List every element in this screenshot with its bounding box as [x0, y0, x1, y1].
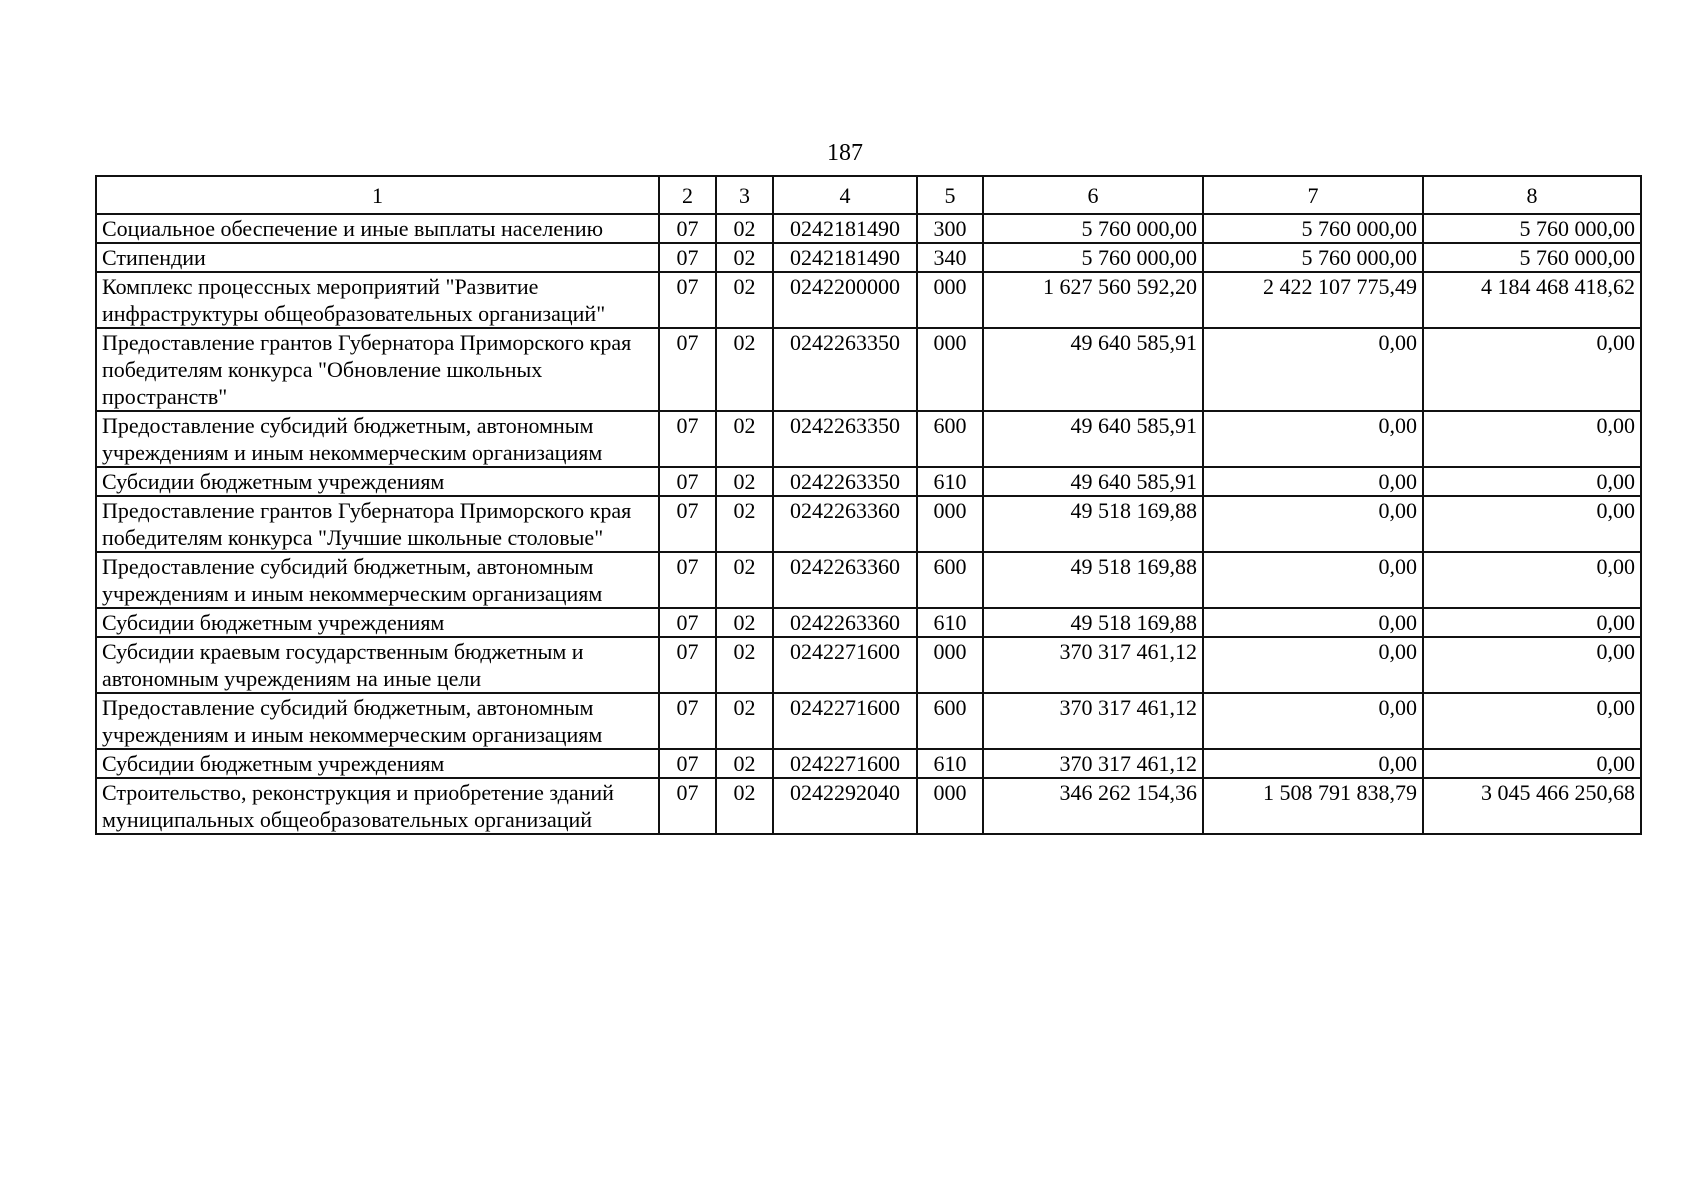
amount-column-6: 49 640 585,91 [983, 328, 1203, 411]
budget-table [95, 175, 1642, 835]
section-code: 07 [659, 778, 716, 834]
target-article-code: 0242271600 [773, 693, 917, 749]
section-code: 07 [659, 608, 716, 637]
amount-column-8: 0,00 [1423, 496, 1641, 552]
item-name: Субсидии бюджетным учреждениям [96, 749, 659, 778]
amount-column-8: 4 184 468 418,62 [1423, 272, 1641, 328]
amount-column-6: 370 317 461,12 [983, 693, 1203, 749]
header-cell: 5 [917, 176, 983, 214]
amount-column-8: 0,00 [1423, 637, 1641, 693]
amount-column-8: 0,00 [1423, 328, 1641, 411]
amount-column-6: 49 518 169,88 [983, 608, 1203, 637]
table-row [96, 496, 1641, 552]
subsection-code: 02 [716, 243, 773, 272]
amount-column-6: 1 627 560 592,20 [983, 272, 1203, 328]
table-row [96, 608, 1641, 637]
table-row [96, 243, 1641, 272]
amount-column-7: 0,00 [1203, 328, 1423, 411]
header-cell: 2 [659, 176, 716, 214]
subsection-code: 02 [716, 328, 773, 411]
amount-column-7: 0,00 [1203, 467, 1423, 496]
header-cell: 7 [1203, 176, 1423, 214]
amount-column-6: 49 640 585,91 [983, 467, 1203, 496]
section-code: 07 [659, 243, 716, 272]
table-row [96, 328, 1641, 411]
item-name: Строительство, реконструкция и приобретение зданий муниципальных общеобразовательных организаций [96, 778, 659, 834]
target-article-code: 0242181490 [773, 214, 917, 243]
subsection-code: 02 [716, 552, 773, 608]
table-row [96, 467, 1641, 496]
amount-column-8: 0,00 [1423, 749, 1641, 778]
expense-type-code: 000 [917, 496, 983, 552]
header-cell: 1 [96, 176, 659, 214]
subsection-code: 02 [716, 411, 773, 467]
amount-column-8: 0,00 [1423, 552, 1641, 608]
item-name: Субсидии бюджетным учреждениям [96, 608, 659, 637]
expense-type-code: 000 [917, 272, 983, 328]
amount-column-7: 0,00 [1203, 749, 1423, 778]
amount-column-7: 0,00 [1203, 608, 1423, 637]
expense-type-code: 300 [917, 214, 983, 243]
amount-column-7: 2 422 107 775,49 [1203, 272, 1423, 328]
item-name: Социальное обеспечение и иные выплаты населению [96, 214, 659, 243]
expense-type-code: 610 [917, 608, 983, 637]
section-code: 07 [659, 693, 716, 749]
header-row [96, 176, 1641, 214]
item-name: Стипендии [96, 243, 659, 272]
subsection-code: 02 [716, 496, 773, 552]
target-article-code: 0242263360 [773, 608, 917, 637]
amount-column-8: 5 760 000,00 [1423, 243, 1641, 272]
target-article-code: 0242271600 [773, 637, 917, 693]
section-code: 07 [659, 411, 716, 467]
amount-column-6: 346 262 154,36 [983, 778, 1203, 834]
item-name: Субсидии бюджетным учреждениям [96, 467, 659, 496]
target-article-code: 0242271600 [773, 749, 917, 778]
amount-column-6: 49 640 585,91 [983, 411, 1203, 467]
amount-column-7: 0,00 [1203, 637, 1423, 693]
expense-type-code: 000 [917, 778, 983, 834]
table-row [96, 749, 1641, 778]
table-row [96, 214, 1641, 243]
subsection-code: 02 [716, 693, 773, 749]
subsection-code: 02 [716, 214, 773, 243]
amount-column-8: 0,00 [1423, 608, 1641, 637]
amount-column-6: 49 518 169,88 [983, 552, 1203, 608]
header-cell: 4 [773, 176, 917, 214]
header-cell: 8 [1423, 176, 1641, 214]
target-article-code: 0242263350 [773, 467, 917, 496]
section-code: 07 [659, 496, 716, 552]
amount-column-8: 0,00 [1423, 693, 1641, 749]
table-row [96, 411, 1641, 467]
table-body [96, 214, 1641, 834]
expense-type-code: 610 [917, 467, 983, 496]
section-code: 07 [659, 272, 716, 328]
amount-column-7: 0,00 [1203, 552, 1423, 608]
target-article-code: 0242263350 [773, 411, 917, 467]
page-number: 187 [827, 140, 863, 166]
amount-column-6: 5 760 000,00 [983, 243, 1203, 272]
item-name: Предоставление субсидий бюджетным, автономным учреждениям и иным некоммерческим организациям [96, 411, 659, 467]
expense-type-code: 610 [917, 749, 983, 778]
section-code: 07 [659, 552, 716, 608]
amount-column-7: 0,00 [1203, 496, 1423, 552]
amount-column-7: 1 508 791 838,79 [1203, 778, 1423, 834]
amount-column-7: 5 760 000,00 [1203, 243, 1423, 272]
section-code: 07 [659, 637, 716, 693]
target-article-code: 0242263350 [773, 328, 917, 411]
item-name: Предоставление субсидий бюджетным, автономным учреждениям и иным некоммерческим организациям [96, 693, 659, 749]
header-cell: 6 [983, 176, 1203, 214]
target-article-code: 0242200000 [773, 272, 917, 328]
target-article-code: 0242263360 [773, 496, 917, 552]
section-code: 07 [659, 467, 716, 496]
section-code: 07 [659, 749, 716, 778]
amount-column-6: 370 317 461,12 [983, 749, 1203, 778]
expense-type-code: 000 [917, 328, 983, 411]
subsection-code: 02 [716, 749, 773, 778]
item-name: Предоставление грантов Губернатора Приморского края победителям конкурса "Обновление школьных пространств" [96, 328, 659, 411]
amount-column-6: 49 518 169,88 [983, 496, 1203, 552]
amount-column-8: 5 760 000,00 [1423, 214, 1641, 243]
section-code: 07 [659, 214, 716, 243]
amount-column-7: 0,00 [1203, 693, 1423, 749]
table-row [96, 552, 1641, 608]
expense-type-code: 340 [917, 243, 983, 272]
expense-type-code: 600 [917, 552, 983, 608]
target-article-code: 0242263360 [773, 552, 917, 608]
amount-column-7: 5 760 000,00 [1203, 214, 1423, 243]
target-article-code: 0242292040 [773, 778, 917, 834]
subsection-code: 02 [716, 467, 773, 496]
subsection-code: 02 [716, 272, 773, 328]
section-code: 07 [659, 328, 716, 411]
amount-column-8: 0,00 [1423, 411, 1641, 467]
amount-column-8: 3 045 466 250,68 [1423, 778, 1641, 834]
expense-type-code: 600 [917, 411, 983, 467]
item-name: Предоставление грантов Губернатора Приморского края победителям конкурса "Лучшие школьные столовые" [96, 496, 659, 552]
subsection-code: 02 [716, 637, 773, 693]
subsection-code: 02 [716, 778, 773, 834]
target-article-code: 0242181490 [773, 243, 917, 272]
item-name: Комплекс процессных мероприятий "Развитие инфраструктуры общеобразовательных организаций" [96, 272, 659, 328]
table-row [96, 637, 1641, 693]
amount-column-8: 0,00 [1423, 467, 1641, 496]
item-name: Субсидии краевым государственным бюджетным и автономным учреждениям на иные цели [96, 637, 659, 693]
table-row [96, 272, 1641, 328]
amount-column-6: 5 760 000,00 [983, 214, 1203, 243]
table-row [96, 778, 1641, 834]
amount-column-6: 370 317 461,12 [983, 637, 1203, 693]
subsection-code: 02 [716, 608, 773, 637]
item-name: Предоставление субсидий бюджетным, автономным учреждениям и иным некоммерческим организациям [96, 552, 659, 608]
header-cell: 3 [716, 176, 773, 214]
expense-type-code: 600 [917, 693, 983, 749]
expense-type-code: 000 [917, 637, 983, 693]
table-row [96, 693, 1641, 749]
amount-column-7: 0,00 [1203, 411, 1423, 467]
